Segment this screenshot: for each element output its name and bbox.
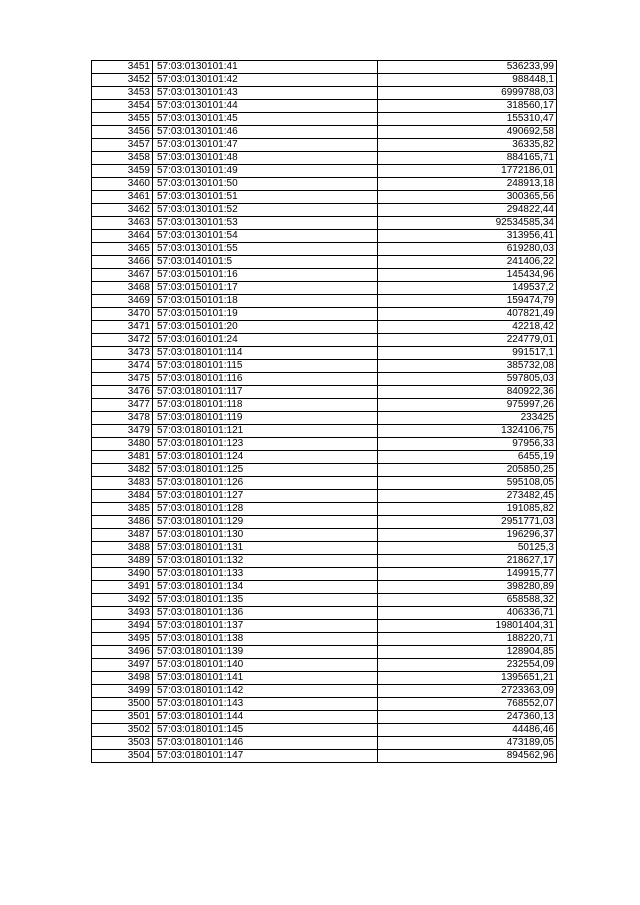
cadastral-number-cell: 57:03:0180101:144 [153, 711, 378, 724]
row-number-cell: 3463 [92, 217, 153, 230]
table-row [92, 360, 557, 373]
cadastral-number-cell: 57:03:0180101:118 [153, 399, 378, 412]
table-row [92, 698, 557, 711]
table-row [92, 204, 557, 217]
cadastral-number-cell: 57:03:0180101:131 [153, 542, 378, 555]
value-cell: 233425 [378, 412, 557, 425]
row-number-cell: 3453 [92, 87, 153, 100]
table-row [92, 477, 557, 490]
cadastral-number-cell: 57:03:0180101:124 [153, 451, 378, 464]
cadastral-number-cell: 57:03:0150101:20 [153, 321, 378, 334]
cadastral-number-cell: 57:03:0180101:133 [153, 568, 378, 581]
table-row [92, 100, 557, 113]
row-number-cell: 3476 [92, 386, 153, 399]
table-row [92, 529, 557, 542]
table-row [92, 256, 557, 269]
value-cell: 536233,99 [378, 61, 557, 74]
cadastral-number-cell: 57:03:0180101:126 [153, 477, 378, 490]
row-number-cell: 3490 [92, 568, 153, 581]
value-cell: 191085,82 [378, 503, 557, 516]
table-row [92, 126, 557, 139]
value-cell: 6455,19 [378, 451, 557, 464]
cadastral-number-cell: 57:03:0180101:115 [153, 360, 378, 373]
row-number-cell: 3467 [92, 269, 153, 282]
value-cell: 1772186,01 [378, 165, 557, 178]
value-cell: 159474,79 [378, 295, 557, 308]
value-cell: 149915,77 [378, 568, 557, 581]
table-row [92, 737, 557, 750]
row-number-cell: 3495 [92, 633, 153, 646]
value-cell: 2951771,03 [378, 516, 557, 529]
row-number-cell: 3494 [92, 620, 153, 633]
value-cell: 300365,56 [378, 191, 557, 204]
row-number-cell: 3458 [92, 152, 153, 165]
row-number-cell: 3487 [92, 529, 153, 542]
table-row [92, 178, 557, 191]
cadastral-number-cell: 57:03:0130101:43 [153, 87, 378, 100]
cadastral-number-cell: 57:03:0130101:44 [153, 100, 378, 113]
table-row [92, 425, 557, 438]
row-number-cell: 3466 [92, 256, 153, 269]
table-row [92, 347, 557, 360]
cadastral-number-cell: 57:03:0180101:128 [153, 503, 378, 516]
value-cell: 313956,41 [378, 230, 557, 243]
cadastral-number-cell: 57:03:0180101:117 [153, 386, 378, 399]
table-row [92, 607, 557, 620]
value-cell: 406336,71 [378, 607, 557, 620]
value-cell: 490692,58 [378, 126, 557, 139]
cadastral-number-cell: 57:03:0180101:125 [153, 464, 378, 477]
value-cell: 241406,22 [378, 256, 557, 269]
value-cell: 768552,07 [378, 698, 557, 711]
row-number-cell: 3461 [92, 191, 153, 204]
value-cell: 407821,49 [378, 308, 557, 321]
value-cell: 97956,33 [378, 438, 557, 451]
value-cell: 50125,3 [378, 542, 557, 555]
row-number-cell: 3503 [92, 737, 153, 750]
row-number-cell: 3502 [92, 724, 153, 737]
table-row [92, 568, 557, 581]
value-cell: 273482,45 [378, 490, 557, 503]
table-row [92, 334, 557, 347]
table-row [92, 113, 557, 126]
value-cell: 155310,47 [378, 113, 557, 126]
table-row [92, 412, 557, 425]
value-cell: 619280,03 [378, 243, 557, 256]
value-cell: 975997,26 [378, 399, 557, 412]
value-cell: 232554,09 [378, 659, 557, 672]
row-number-cell: 3469 [92, 295, 153, 308]
row-number-cell: 3456 [92, 126, 153, 139]
cadastral-number-cell: 57:03:0160101:24 [153, 334, 378, 347]
value-cell: 991517,1 [378, 347, 557, 360]
value-cell: 2723363,09 [378, 685, 557, 698]
row-number-cell: 3457 [92, 139, 153, 152]
value-cell: 840922,36 [378, 386, 557, 399]
value-cell: 247360,13 [378, 711, 557, 724]
table-row [92, 308, 557, 321]
cadastral-number-cell: 57:03:0180101:143 [153, 698, 378, 711]
value-cell: 196296,37 [378, 529, 557, 542]
cadastral-number-cell: 57:03:0130101:42 [153, 74, 378, 87]
cadastral-number-cell: 57:03:0130101:52 [153, 204, 378, 217]
cadastral-number-cell: 57:03:0130101:41 [153, 61, 378, 74]
table-row [92, 165, 557, 178]
cadastral-number-cell: 57:03:0180101:130 [153, 529, 378, 542]
row-number-cell: 3483 [92, 477, 153, 490]
cadastral-number-cell: 57:03:0140101:5 [153, 256, 378, 269]
table-row [92, 243, 557, 256]
value-cell: 188220,71 [378, 633, 557, 646]
row-number-cell: 3481 [92, 451, 153, 464]
value-cell: 248913,18 [378, 178, 557, 191]
cadastral-number-cell: 57:03:0130101:53 [153, 217, 378, 230]
value-cell: 19801404,31 [378, 620, 557, 633]
row-number-cell: 3478 [92, 412, 153, 425]
cadastral-number-cell: 57:03:0130101:49 [153, 165, 378, 178]
table-row [92, 542, 557, 555]
cadastral-number-cell: 57:03:0180101:139 [153, 646, 378, 659]
cadastral-number-cell: 57:03:0180101:146 [153, 737, 378, 750]
cadastral-number-cell: 57:03:0130101:54 [153, 230, 378, 243]
row-number-cell: 3484 [92, 490, 153, 503]
cadastral-number-cell: 57:03:0130101:46 [153, 126, 378, 139]
cadastral-number-cell: 57:03:0180101:119 [153, 412, 378, 425]
row-number-cell: 3474 [92, 360, 153, 373]
value-cell: 884165,71 [378, 152, 557, 165]
row-number-cell: 3501 [92, 711, 153, 724]
value-cell: 36335,82 [378, 139, 557, 152]
table-row [92, 295, 557, 308]
cadastral-number-cell: 57:03:0130101:51 [153, 191, 378, 204]
table-row [92, 490, 557, 503]
table-row [92, 373, 557, 386]
cadastral-number-cell: 57:03:0180101:140 [153, 659, 378, 672]
table-row [92, 217, 557, 230]
cadastral-number-cell: 57:03:0180101:129 [153, 516, 378, 529]
row-number-cell: 3452 [92, 74, 153, 87]
table-row [92, 61, 557, 74]
cadastral-number-cell: 57:03:0180101:134 [153, 581, 378, 594]
row-number-cell: 3504 [92, 750, 153, 763]
cadastral-number-cell: 57:03:0180101:147 [153, 750, 378, 763]
cadastral-number-cell: 57:03:0130101:48 [153, 152, 378, 165]
table-row [92, 594, 557, 607]
row-number-cell: 3455 [92, 113, 153, 126]
cadastral-number-cell: 57:03:0180101:114 [153, 347, 378, 360]
table-row [92, 74, 557, 87]
value-cell: 894562,96 [378, 750, 557, 763]
cadastral-number-cell: 57:03:0130101:45 [153, 113, 378, 126]
table-row [92, 464, 557, 477]
table-row [92, 750, 557, 763]
cadastral-number-cell: 57:03:0150101:19 [153, 308, 378, 321]
row-number-cell: 3470 [92, 308, 153, 321]
value-cell: 145434,96 [378, 269, 557, 282]
row-number-cell: 3493 [92, 607, 153, 620]
row-number-cell: 3499 [92, 685, 153, 698]
row-number-cell: 3477 [92, 399, 153, 412]
table-row [92, 399, 557, 412]
row-number-cell: 3492 [92, 594, 153, 607]
table-row [92, 87, 557, 100]
table-row [92, 191, 557, 204]
value-cell: 1395651,21 [378, 672, 557, 685]
value-cell: 6999788,03 [378, 87, 557, 100]
data-table [91, 60, 557, 763]
row-number-cell: 3464 [92, 230, 153, 243]
value-cell: 398280,89 [378, 581, 557, 594]
cadastral-number-cell: 57:03:0180101:132 [153, 555, 378, 568]
cadastral-number-cell: 57:03:0180101:137 [153, 620, 378, 633]
table-row [92, 620, 557, 633]
row-number-cell: 3482 [92, 464, 153, 477]
value-cell: 218627,17 [378, 555, 557, 568]
value-cell: 988448,1 [378, 74, 557, 87]
row-number-cell: 3497 [92, 659, 153, 672]
cadastral-number-cell: 57:03:0150101:17 [153, 282, 378, 295]
cadastral-number-cell: 57:03:0130101:50 [153, 178, 378, 191]
table-row [92, 503, 557, 516]
table-row [92, 633, 557, 646]
cadastral-number-cell: 57:03:0180101:141 [153, 672, 378, 685]
value-cell: 658588,32 [378, 594, 557, 607]
table-row [92, 724, 557, 737]
row-number-cell: 3485 [92, 503, 153, 516]
table-row [92, 139, 557, 152]
table-body [92, 61, 557, 763]
value-cell: 44486,46 [378, 724, 557, 737]
value-cell: 385732,08 [378, 360, 557, 373]
table-row [92, 269, 557, 282]
cadastral-number-cell: 57:03:0180101:127 [153, 490, 378, 503]
row-number-cell: 3479 [92, 425, 153, 438]
row-number-cell: 3488 [92, 542, 153, 555]
value-cell: 595108,05 [378, 477, 557, 490]
table-row [92, 386, 557, 399]
cadastral-number-cell: 57:03:0180101:136 [153, 607, 378, 620]
row-number-cell: 3468 [92, 282, 153, 295]
value-cell: 149537,2 [378, 282, 557, 295]
table-row [92, 282, 557, 295]
table-row [92, 516, 557, 529]
table-row [92, 685, 557, 698]
table-row [92, 711, 557, 724]
row-number-cell: 3480 [92, 438, 153, 451]
cadastral-number-cell: 57:03:0150101:18 [153, 295, 378, 308]
row-number-cell: 3473 [92, 347, 153, 360]
value-cell: 473189,05 [378, 737, 557, 750]
value-cell: 1324106,75 [378, 425, 557, 438]
row-number-cell: 3454 [92, 100, 153, 113]
row-number-cell: 3500 [92, 698, 153, 711]
table-row [92, 555, 557, 568]
row-number-cell: 3498 [92, 672, 153, 685]
value-cell: 318560,17 [378, 100, 557, 113]
table-row [92, 659, 557, 672]
cadastral-number-cell: 57:03:0130101:55 [153, 243, 378, 256]
row-number-cell: 3460 [92, 178, 153, 191]
value-cell: 92534585,34 [378, 217, 557, 230]
table-row [92, 646, 557, 659]
value-cell: 224779,01 [378, 334, 557, 347]
row-number-cell: 3486 [92, 516, 153, 529]
row-number-cell: 3475 [92, 373, 153, 386]
value-cell: 42218,42 [378, 321, 557, 334]
row-number-cell: 3462 [92, 204, 153, 217]
cadastral-number-cell: 57:03:0180101:116 [153, 373, 378, 386]
row-number-cell: 3472 [92, 334, 153, 347]
cadastral-number-cell: 57:03:0150101:16 [153, 269, 378, 282]
cadastral-number-cell: 57:03:0180101:142 [153, 685, 378, 698]
row-number-cell: 3489 [92, 555, 153, 568]
cadastral-number-cell: 57:03:0180101:145 [153, 724, 378, 737]
cadastral-number-cell: 57:03:0180101:138 [153, 633, 378, 646]
table-row [92, 321, 557, 334]
table-row [92, 672, 557, 685]
cadastral-number-cell: 57:03:0180101:123 [153, 438, 378, 451]
row-number-cell: 3471 [92, 321, 153, 334]
table-row [92, 581, 557, 594]
row-number-cell: 3496 [92, 646, 153, 659]
value-cell: 205850,25 [378, 464, 557, 477]
cadastral-number-cell: 57:03:0180101:135 [153, 594, 378, 607]
row-number-cell: 3459 [92, 165, 153, 178]
value-cell: 128904,85 [378, 646, 557, 659]
cadastral-number-cell: 57:03:0130101:47 [153, 139, 378, 152]
table-row [92, 451, 557, 464]
value-cell: 294822,44 [378, 204, 557, 217]
table-row [92, 438, 557, 451]
row-number-cell: 3451 [92, 61, 153, 74]
table-row [92, 230, 557, 243]
cadastral-number-cell: 57:03:0180101:121 [153, 425, 378, 438]
table-row [92, 152, 557, 165]
row-number-cell: 3465 [92, 243, 153, 256]
value-cell: 597805,03 [378, 373, 557, 386]
row-number-cell: 3491 [92, 581, 153, 594]
